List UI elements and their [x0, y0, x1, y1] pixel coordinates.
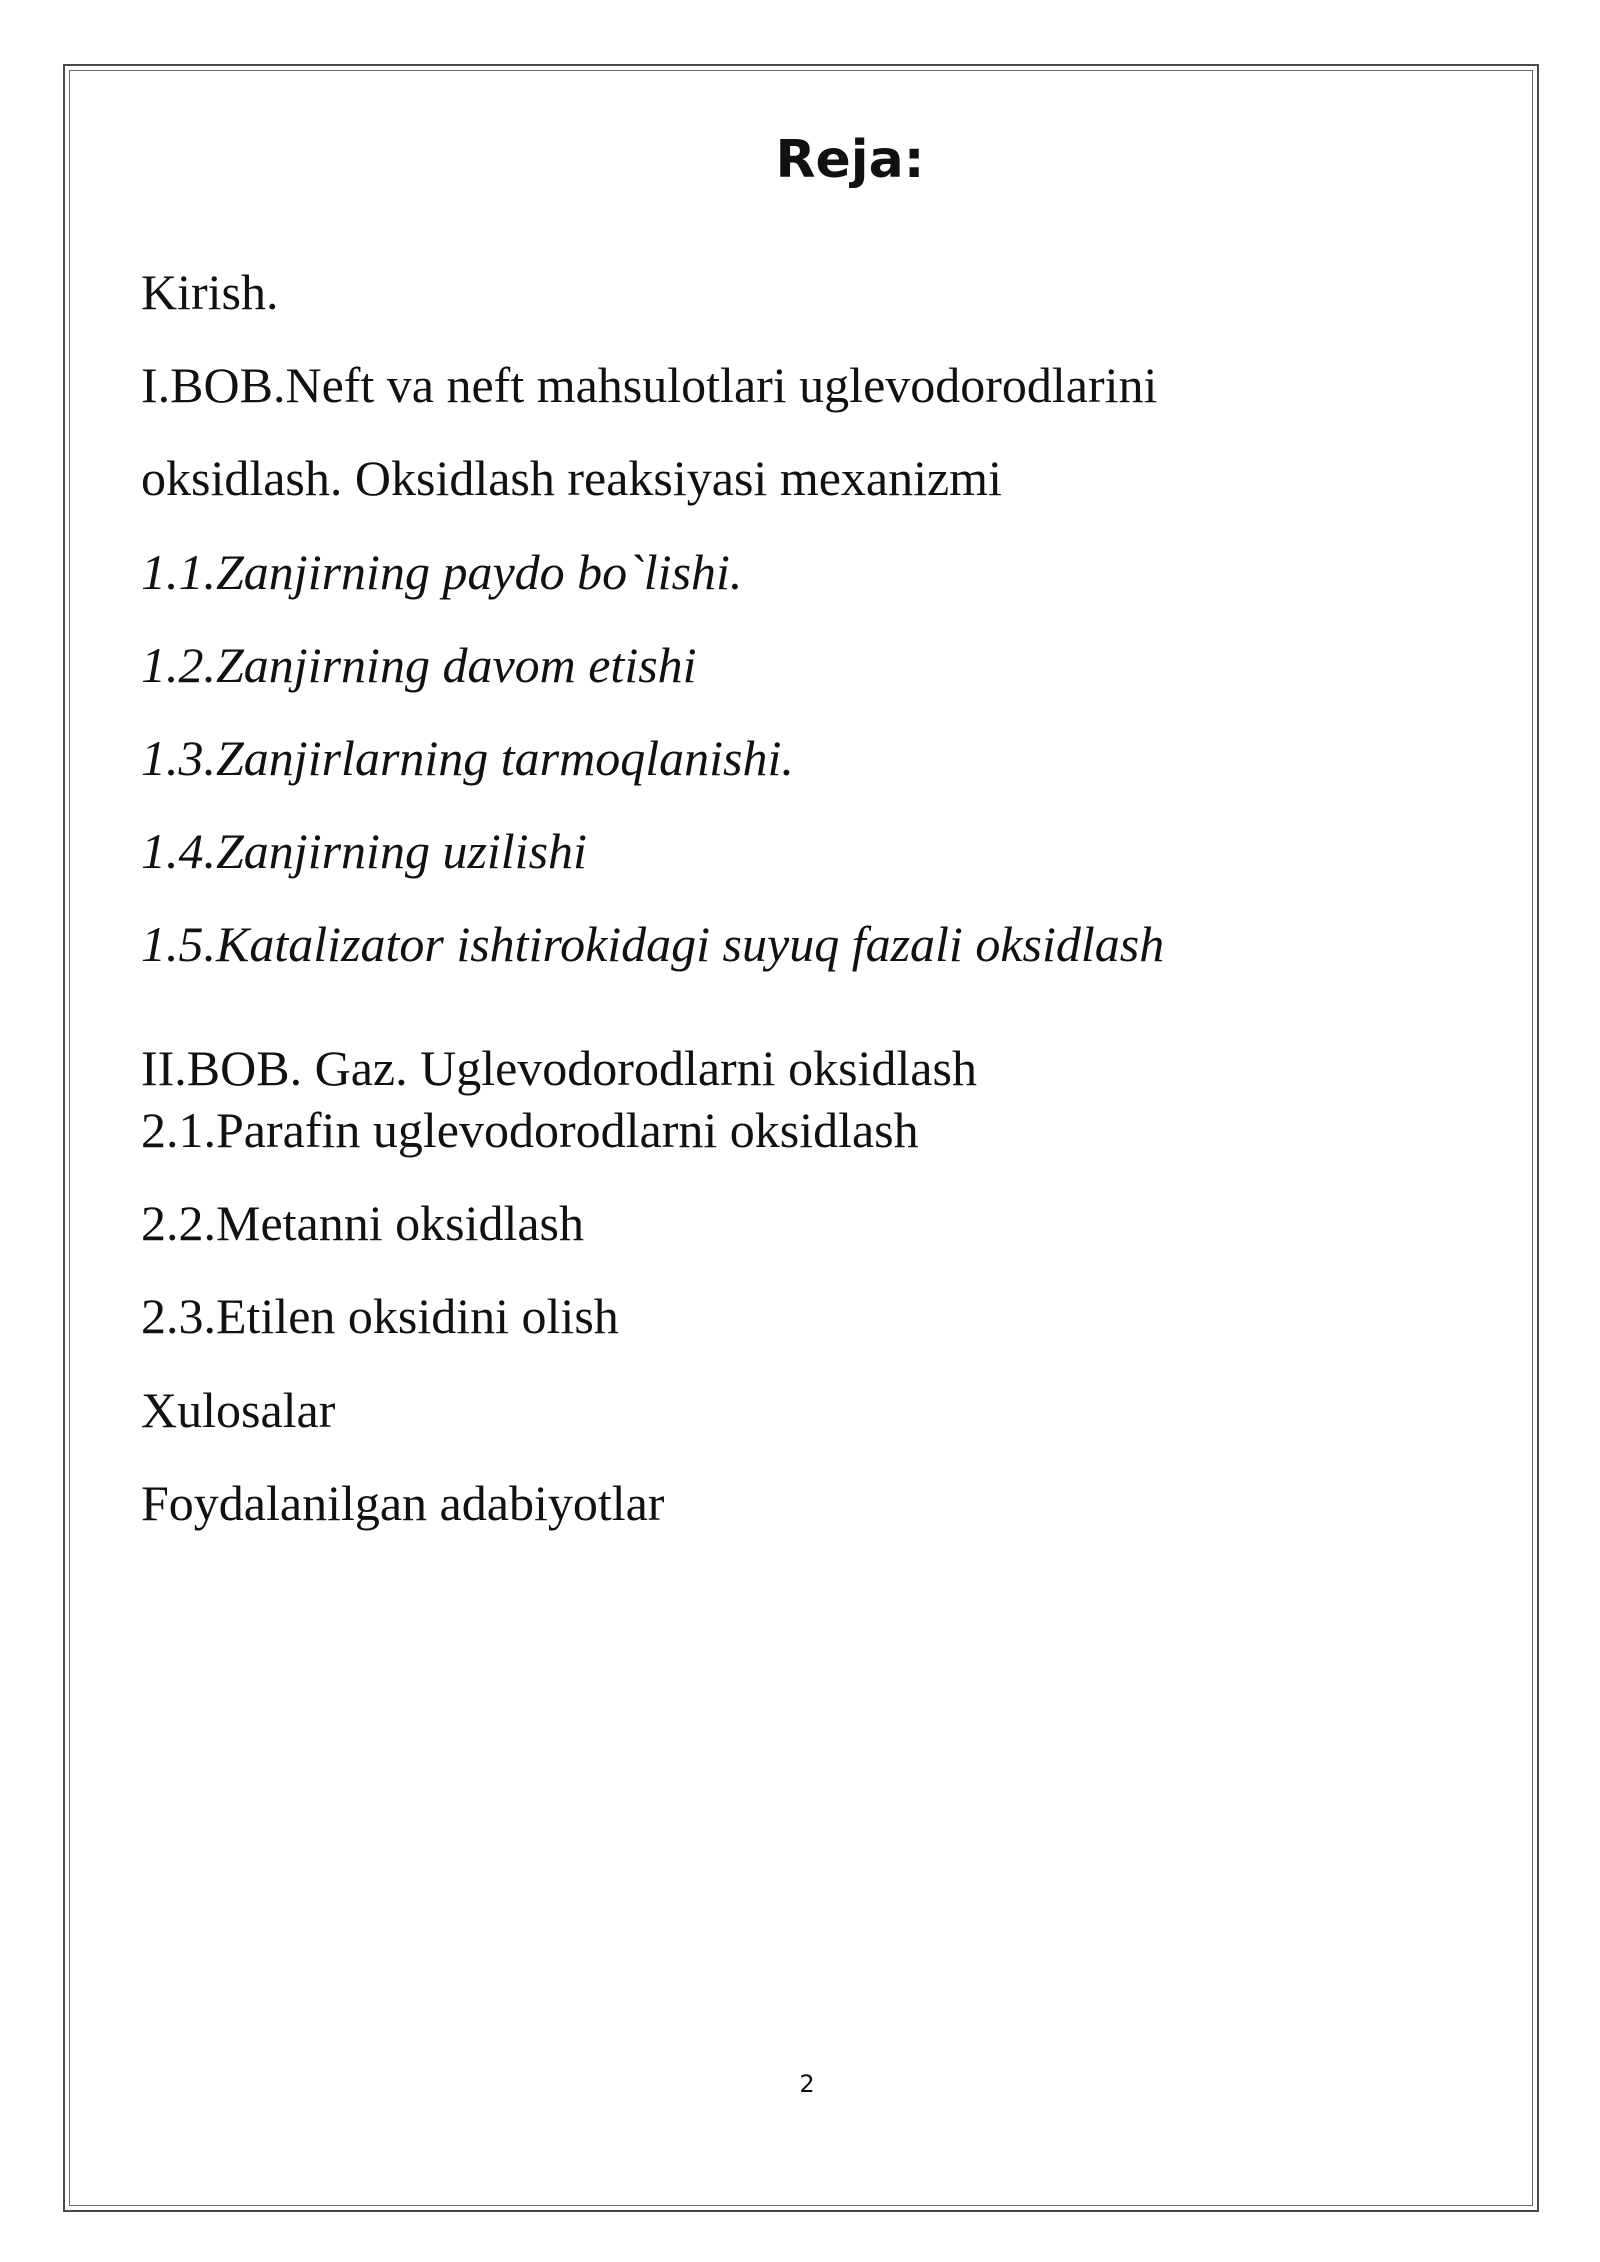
document-title: Reja:	[775, 130, 925, 190]
toc-item-1-1: 1.1.Zanjirning paydo bo`lishi.	[141, 544, 743, 600]
toc-item-2-3: 2.3.Etilen oksidini olish	[141, 1288, 619, 1344]
toc-item-chapter-1-cont: oksidlash. Oksidlash reaksiyasi mexanizmi	[141, 450, 1002, 506]
toc-item-1-5: 1.5.Katalizator ishtirokidagi suyuq fazali oksidlash	[141, 916, 1165, 972]
toc-item-2-1: 2.1.Parafin uglevodorodlarni oksidlash	[141, 1102, 919, 1158]
page-number: 2	[799, 2070, 815, 2098]
toc-item-kirish: Kirish.	[141, 264, 279, 320]
toc-item-2-2: 2.2.Metanni oksidlash	[141, 1195, 585, 1251]
toc-item-1-4: 1.4.Zanjirning uzilishi	[141, 823, 587, 879]
toc-item-1-3: 1.3.Zanjirlarning tarmoqlanishi.	[141, 730, 794, 786]
toc-item-chapter-1: I.BOB.Neft va neft mahsulotlari uglevodorodlarini	[141, 357, 1158, 413]
toc-item-xulosalar: Xulosalar	[141, 1382, 336, 1438]
toc-item-adabiyotlar: Foydalanilgan adabiyotlar	[141, 1475, 665, 1531]
toc-item-chapter-2: II.BOB. Gaz. Uglevodorodlarni oksidlash	[141, 1040, 977, 1096]
toc-item-1-2: 1.2.Zanjirning davom etishi	[141, 637, 697, 693]
